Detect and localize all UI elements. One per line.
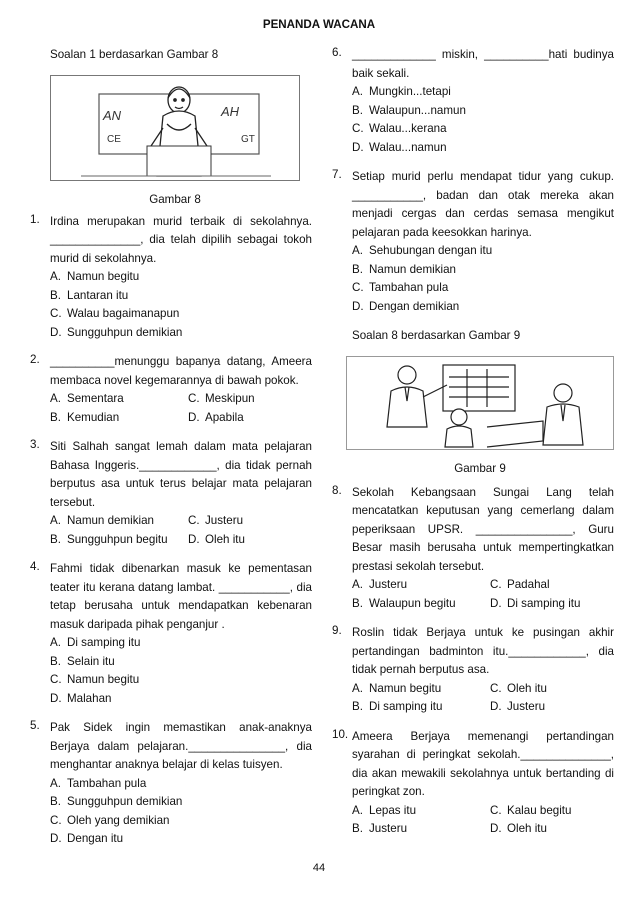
answer-option[interactable] — [50, 531, 188, 550]
option-text: Padahal — [507, 578, 550, 591]
question-2 — [30, 353, 312, 427]
option-text: Sehubungan dengan itu — [369, 244, 493, 257]
option-letter: B. — [50, 795, 61, 808]
question-5 — [30, 719, 312, 849]
option-letter: A. — [352, 681, 363, 695]
answer-option[interactable] — [352, 576, 490, 595]
desk — [487, 421, 543, 447]
question-stem: Ameera Berjaya memenangi pertandingan syarahan di peringkat sekolah.______________, dia akan mewakili sekolahnya untuk bertanding di peringkat zon. — [352, 729, 614, 798]
option-letter: B. — [352, 700, 363, 713]
answer-option[interactable] — [352, 298, 614, 317]
option-text: Namun begitu — [369, 681, 442, 695]
option-letter: D. — [490, 700, 502, 713]
option-letter: C. — [490, 681, 502, 695]
board-text-bottom-left: CE — [107, 133, 121, 145]
answer-option[interactable] — [50, 671, 312, 690]
option-letter: A. — [50, 392, 61, 405]
option-text: Kalau begitu — [507, 803, 572, 817]
answer-option[interactable] — [352, 680, 490, 699]
answer-option[interactable] — [50, 268, 312, 287]
answer-option[interactable] — [490, 595, 614, 614]
right-column — [332, 46, 614, 850]
question-3 — [30, 438, 312, 549]
answer-option[interactable] — [50, 287, 312, 306]
option-letter: D. — [50, 325, 62, 339]
option-text: Di samping itu — [67, 636, 141, 649]
option-letter: D. — [50, 832, 62, 845]
option-text: Sementara — [67, 392, 124, 405]
question-number: 2. — [30, 353, 40, 366]
question-8 — [332, 484, 614, 614]
answer-option[interactable] — [50, 830, 312, 849]
option-letter: B. — [50, 532, 61, 546]
question-stem: Roslin tidak Berjaya untuk ke pusingan akhir pertandingan badminton itu.____________, dia tidak pernah berputus asa. — [352, 626, 614, 676]
option-text: Dengan demikian — [369, 299, 460, 313]
option-letter: A. — [50, 270, 61, 283]
option-letter: C. — [50, 673, 62, 686]
results-chart — [443, 365, 515, 411]
answer-option[interactable] — [50, 390, 188, 409]
option-text: Justeru — [205, 514, 244, 527]
option-text: Oleh yang demikian — [67, 813, 170, 827]
answer-option[interactable] — [50, 793, 312, 812]
option-text: Justeru — [369, 822, 408, 835]
student-figure — [445, 409, 473, 447]
question-number: 10. — [332, 727, 349, 741]
option-text: Oleh itu — [507, 822, 547, 835]
answer-option[interactable] — [50, 812, 312, 831]
option-letter: C. — [490, 803, 502, 817]
option-letter: C. — [490, 578, 502, 591]
option-text: Tambahan pula — [67, 776, 147, 790]
option-text: Namun demikian — [67, 514, 154, 527]
option-letter: A. — [352, 803, 363, 817]
answer-options — [352, 802, 614, 839]
figure-9-frame — [346, 356, 614, 450]
question-number: 4. — [30, 560, 40, 573]
answer-option[interactable] — [352, 83, 614, 102]
option-text: Lepas itu — [369, 803, 417, 817]
option-letter: D. — [188, 410, 200, 424]
option-letter: B. — [352, 262, 363, 276]
answer-option[interactable] — [352, 595, 490, 614]
question-number: 5. — [30, 719, 40, 732]
option-letter: A. — [352, 578, 363, 591]
question-stem: Sekolah Kebangsaan Sungai Lang telah mencatatkan keputusan yang cemerlang dalam peperiksaan UPSR. _______________, Guru Besar masih berusaha untuk mempertingkatkan prestasi sekolah tersebut. — [352, 485, 614, 573]
option-text: Walau...kerana — [369, 122, 447, 135]
option-text: Lantaran itu — [67, 288, 129, 302]
option-letter: D. — [352, 140, 364, 154]
answer-option[interactable] — [352, 120, 614, 139]
answer-option[interactable] — [50, 690, 312, 709]
figure-9-caption: Gambar 9 — [454, 461, 506, 475]
answer-option[interactable] — [352, 261, 614, 280]
option-text: Walaupun begitu — [369, 596, 456, 610]
answer-option[interactable] — [50, 634, 312, 653]
question-stem: Setiap murid perlu mendapat tidur yang cukup. ___________, badan dan otak mereka akan menjadi cergas dan cerdas semasa mengikut pelajaran pada keesokkan harinya. — [352, 170, 614, 239]
option-letter: B. — [352, 596, 363, 610]
answer-option[interactable] — [50, 653, 312, 672]
option-text: Dengan itu — [67, 832, 124, 845]
option-letter: B. — [50, 654, 61, 668]
option-text: Di samping itu — [369, 700, 443, 713]
question-stem: Fahmi tidak dibenarkan masuk ke pementasan teater itu kerana datang lambat. ___________, dia tetap berusaha untuk mendapatkan kebenaran masuk daripada pihak penganjur . — [50, 562, 312, 631]
option-letter: D. — [490, 596, 502, 610]
answer-option[interactable] — [352, 698, 490, 717]
option-text: Namun begitu — [67, 270, 140, 283]
option-letter: A. — [50, 636, 61, 649]
board-text-right: AH — [221, 103, 240, 119]
option-text: Selain itu — [67, 654, 115, 668]
figure-8 — [50, 75, 300, 209]
option-text: Kemudian — [67, 410, 120, 424]
left-column — [30, 46, 312, 860]
question-stem: _____________ miskin, __________hati budinya baik sekali. — [352, 48, 614, 80]
answer-option[interactable] — [490, 576, 614, 595]
option-text: Mungkin...tetapi — [369, 85, 451, 98]
option-text: Sungguhpun begitu — [67, 532, 168, 546]
answer-option[interactable] — [490, 680, 614, 699]
answer-option[interactable] — [490, 698, 614, 717]
option-text: Oleh itu — [507, 681, 547, 695]
option-letter: A. — [352, 85, 363, 98]
answer-option[interactable] — [188, 531, 312, 550]
answer-options — [50, 390, 312, 427]
option-letter: B. — [50, 410, 61, 424]
answer-option[interactable] — [490, 802, 614, 821]
option-text: Tambahan pula — [369, 281, 449, 294]
question-9 — [332, 624, 614, 717]
option-letter: C. — [50, 813, 62, 827]
answer-option[interactable] — [352, 820, 490, 839]
figure-9 — [346, 356, 614, 478]
answer-options — [352, 83, 614, 157]
question-stem: __________menunggu bapanya datang, Ameera membaca novel kegemarannya di bawah pokok. — [50, 355, 312, 387]
board-text-left: AN — [103, 107, 122, 123]
answer-option[interactable] — [352, 802, 490, 821]
answer-option[interactable] — [50, 512, 188, 531]
answer-options — [50, 512, 312, 549]
option-text: Justeru — [369, 578, 408, 591]
answer-options — [50, 775, 312, 849]
figure-9-illustration — [347, 357, 613, 449]
headmaster-figure — [387, 366, 447, 427]
lectern — [147, 146, 211, 176]
option-text: Namun demikian — [369, 262, 456, 276]
option-letter: C. — [352, 122, 364, 135]
board-text-bottom-right: GT — [241, 133, 255, 145]
option-text: Apabila — [205, 410, 244, 424]
option-letter: D. — [490, 822, 502, 835]
answer-option[interactable] — [50, 305, 312, 324]
option-letter: D. — [188, 532, 200, 546]
option-letter: D. — [50, 691, 62, 705]
figure-8-intro: Soalan 1 berdasarkan Gambar 8 — [50, 48, 219, 61]
question-4 — [30, 560, 312, 708]
option-letter: A. — [50, 514, 61, 527]
figure-9-intro: Soalan 8 berdasarkan Gambar 9 — [352, 329, 521, 342]
answer-options — [352, 576, 614, 613]
answer-option[interactable] — [352, 242, 614, 261]
question-number: 1. — [30, 212, 40, 226]
question-stem: Siti Salhah sangat lemah dalam mata pelajaran Bahasa Inggeris.____________, dia tidak pernah berputus asa untuk terus belajar mata pelajaran tersebut. — [50, 440, 312, 509]
question-6 — [332, 46, 614, 157]
option-text: Oleh itu — [205, 532, 245, 546]
option-text: Walau...namun — [369, 140, 447, 154]
answer-option[interactable] — [352, 139, 614, 158]
question-stem: Irdina merupakan murid terbaik di sekolahnya. ______________, dia telah dipilih sebagai tokoh murid di sekolahnya. — [50, 214, 312, 265]
option-letter: A. — [352, 244, 363, 257]
answer-option[interactable] — [50, 775, 312, 794]
figure-8-frame — [50, 75, 300, 181]
answer-option[interactable] — [50, 409, 188, 428]
option-text: Sungguhpun demikian — [67, 325, 183, 339]
option-letter: C. — [188, 514, 200, 527]
option-letter: B. — [352, 103, 363, 117]
teacher-figure — [543, 384, 583, 445]
answer-options — [50, 634, 312, 708]
question-stem: Pak Sidek ingin memastikan anak-anaknya Berjaya dalam pelajaran._______________, dia menghantar anaknya belajar di kelas tuisyen. — [50, 721, 312, 771]
option-text: Meskipun — [205, 392, 255, 405]
question-number: 6. — [332, 46, 342, 59]
question-1 — [30, 213, 312, 343]
option-text: Di samping itu — [507, 596, 581, 610]
answer-option[interactable] — [188, 512, 312, 531]
figure-8-illustration — [51, 76, 299, 180]
answer-options — [352, 680, 614, 717]
answer-options — [50, 268, 312, 342]
option-text: Malahan — [67, 691, 112, 705]
question-10 — [332, 728, 614, 839]
option-letter: D. — [352, 299, 364, 313]
option-letter: B. — [50, 288, 61, 302]
answer-option[interactable] — [352, 279, 614, 298]
answer-option[interactable] — [188, 409, 312, 428]
figure-8-caption: Gambar 8 — [149, 192, 201, 206]
answer-option[interactable] — [352, 102, 614, 121]
option-letter: C. — [188, 392, 200, 405]
option-letter: B. — [352, 822, 363, 835]
option-letter: A. — [50, 776, 61, 790]
option-text: Walau bagaimanapun — [67, 307, 180, 320]
option-letter: C. — [50, 307, 62, 320]
page-title: PENANDA WACANA — [262, 18, 376, 31]
question-7 — [332, 168, 614, 316]
option-text: Sungguhpun demikian — [67, 795, 183, 808]
question-number: 8. — [332, 483, 342, 497]
option-text: Namun begitu — [67, 673, 140, 686]
answer-option[interactable] — [490, 820, 614, 839]
page-number: 44 — [312, 862, 326, 874]
option-letter: C. — [352, 281, 364, 294]
answer-option[interactable] — [188, 390, 312, 409]
question-number: 9. — [332, 624, 342, 637]
question-number: 7. — [332, 168, 342, 181]
question-number: 3. — [30, 438, 40, 451]
answer-option[interactable] — [50, 324, 312, 343]
option-text: Justeru — [507, 700, 546, 713]
option-text: Walaupun...namun — [369, 103, 466, 117]
answer-options — [352, 242, 614, 316]
